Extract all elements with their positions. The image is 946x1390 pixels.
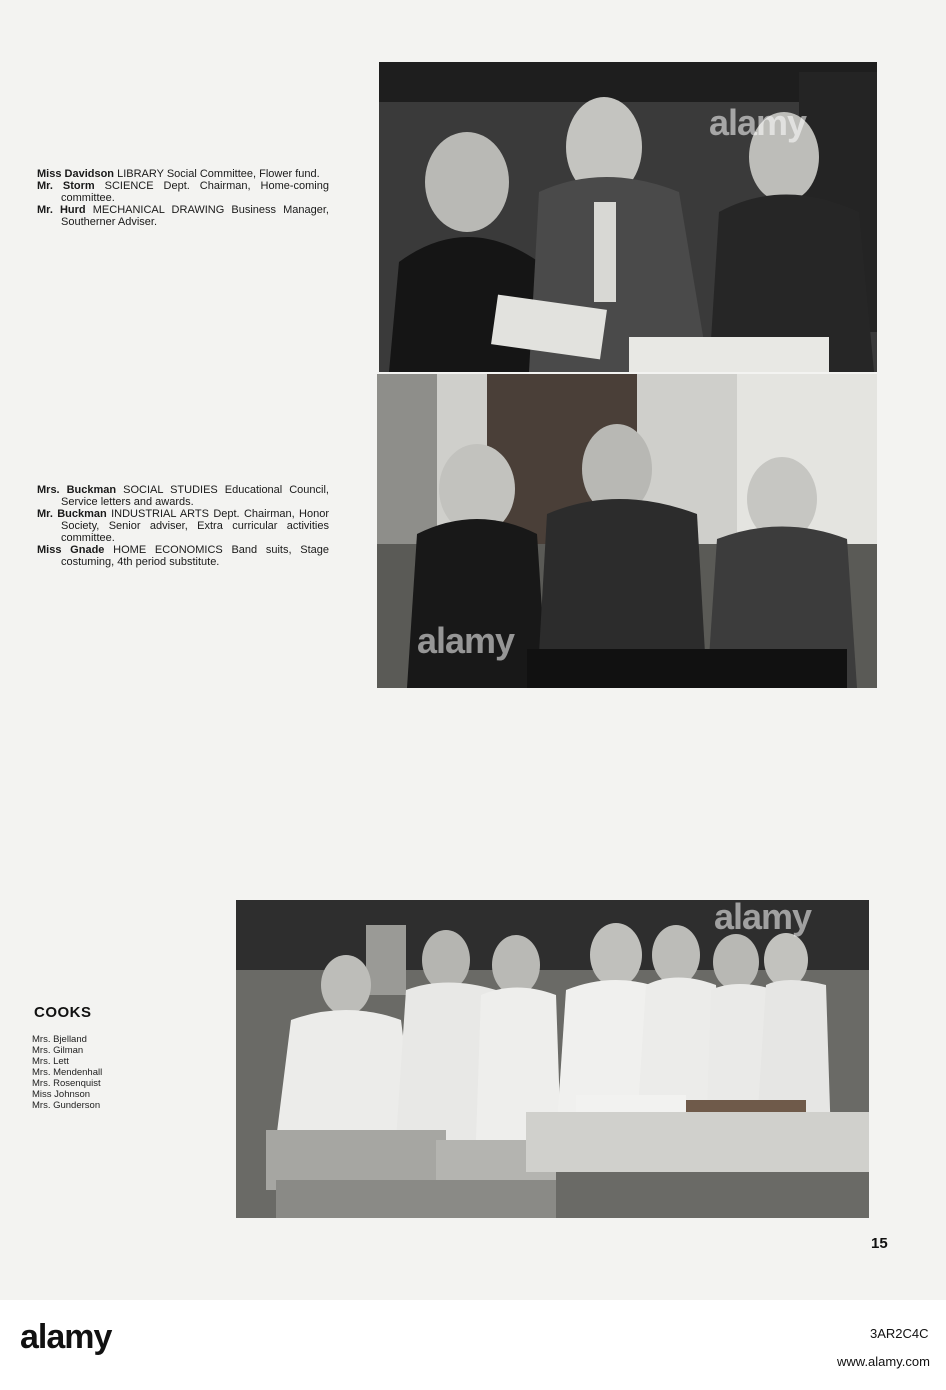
teacher-name: Mr. Hurd [37, 204, 86, 216]
cook-name: Mrs. Mendenhall [32, 1067, 103, 1078]
image-id: 3AR2C4C [870, 1326, 929, 1341]
watermark: alamy [714, 900, 812, 937]
teacher-roles: SCIENCE Dept. Chairman, Home-coming committee. [61, 180, 329, 204]
faculty-photo-middle [377, 374, 877, 688]
cook-name: Mrs. Gilman [32, 1045, 84, 1056]
cook-name: Mrs. Bjelland [32, 1034, 87, 1045]
teacher-roles: LIBRARY Social Committee, Flower fund. [117, 168, 320, 180]
faculty-caption-middle [37, 484, 329, 568]
watermark: alamy [709, 102, 807, 143]
caption-entry [37, 544, 329, 568]
teacher-roles: MECHANICAL DRAWING Business Manager, Southerner Adviser. [61, 204, 329, 228]
site-url: www.alamy.com [837, 1354, 930, 1369]
alamy-logo: alamy [20, 1318, 112, 1356]
cooks-names-list [32, 1034, 102, 1111]
teacher-name: Mrs. Buckman [37, 484, 117, 496]
cook-name: Mrs. Lett [32, 1056, 69, 1067]
teacher-roles: HOME ECONOMICS Band suits, Stage costuming, 4th period substitute. [61, 544, 330, 568]
faculty-photo-top [379, 62, 877, 372]
teacher-name: Miss Davidson [37, 168, 115, 180]
cook-name: Miss Johnson [32, 1089, 91, 1100]
teacher-name: Mr. Buckman [37, 508, 107, 520]
cooks-heading: COOKS [34, 1004, 92, 1021]
caption-entry [37, 168, 329, 180]
cooks-photo [236, 900, 869, 1218]
caption-entry [37, 508, 329, 544]
teacher-name: Mr. Storm [37, 180, 95, 192]
teacher-roles: INDUSTRIAL ARTS Dept. Chairman, Honor Society, Senior adviser, Extra curricular activities committee. [61, 508, 329, 544]
caption-entry [37, 204, 329, 228]
caption-entry [37, 180, 329, 204]
stock-footer [0, 1300, 946, 1390]
page-number: 15 [871, 1235, 888, 1252]
teacher-name: Miss Gnade [37, 544, 105, 556]
cook-name: Mrs. Gunderson [32, 1100, 101, 1111]
faculty-caption-top [37, 168, 329, 228]
teacher-roles: SOCIAL STUDIES Educational Council, Service letters and awards. [61, 484, 329, 508]
caption-entry [37, 484, 329, 508]
cook-name: Mrs. Rosenquist [32, 1078, 101, 1089]
watermark: alamy [417, 620, 515, 661]
